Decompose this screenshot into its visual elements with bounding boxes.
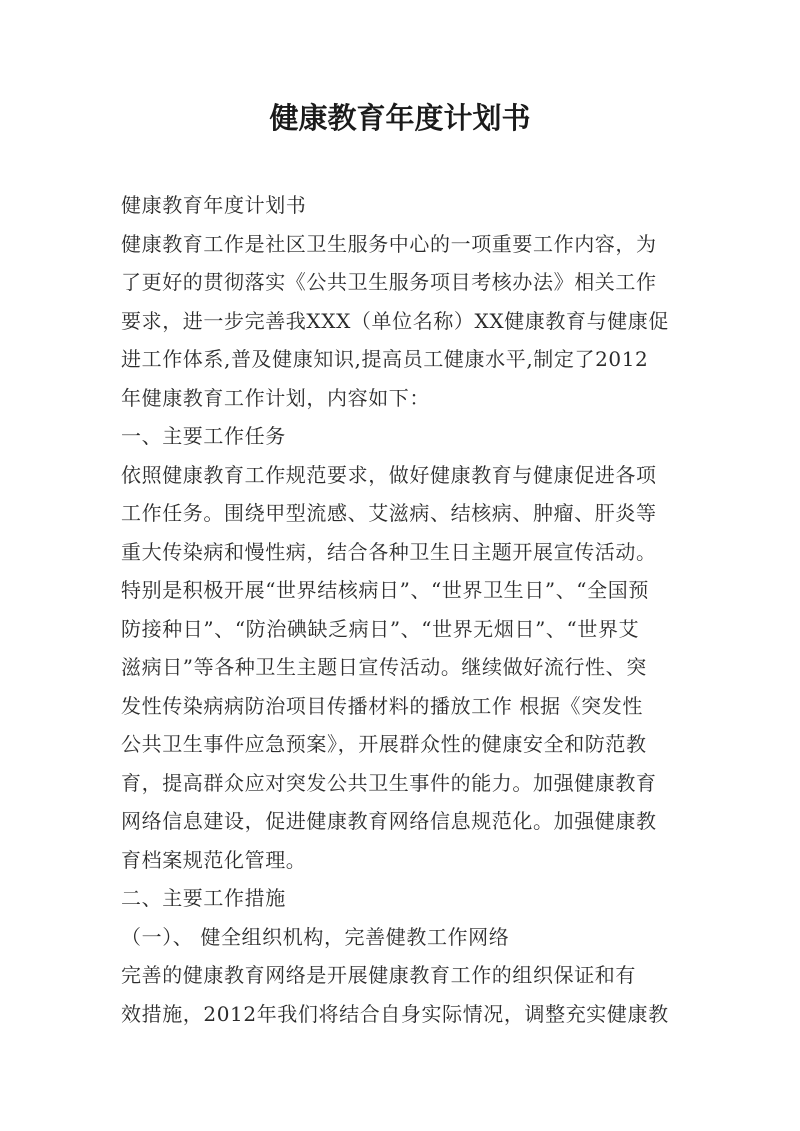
text-line: 了更好的贯彻落实《公共卫生服务项目考核办法》相关工作	[121, 270, 657, 294]
text-line: 特别是积极开展“世界结核病日”、“世界卫生日”、“全国预	[121, 578, 649, 602]
text-line: 完善的健康教育网络是开展健康教育工作的组织保证和有	[121, 963, 636, 987]
section-heading: 一、主要工作任务	[121, 424, 286, 448]
page-title: 健康教育年度计划书	[269, 101, 531, 135]
text-line: 育档案规范化管理。	[121, 847, 307, 872]
text-line: 滋病日”等各种卫生主题日宣传活动。继续做好流行性、突	[121, 655, 647, 679]
text-line: 健康教育年度计划书	[121, 193, 307, 217]
subsection-heading: （一）、 健全组织机构，完善健教工作网络	[121, 924, 510, 949]
text-line: 育，提高群众应对突发公共卫生事件的能力。加强健康教育	[121, 770, 657, 795]
text-line: 健康教育工作是社区卫生服务中心的一项重要工作内容，为	[121, 231, 657, 256]
text-line: 重大传染病和慢性病，结合各种卫生日主题开展宣传活动。	[121, 539, 657, 564]
text-line: 公共卫生事件应急预案》，开展群众性的健康安全和防范教	[121, 732, 647, 756]
text-line: 年健康教育工作计划，内容如下：	[121, 385, 430, 410]
text-line: 效措施，2012年我们将结合自身实际情况，调整充实健康教	[121, 1001, 669, 1026]
text-line: 工作任务。围绕甲型流感、艾滋病、结核病、肿瘤、肝炎等	[121, 501, 657, 525]
text-line: 网络信息建设，促进健康教育网络信息规范化。加强健康教	[121, 809, 657, 833]
document-body	[121, 186, 681, 1033]
text-line: 发性传染病病防治项目传播材料的播放工作 根据《突发性	[121, 693, 643, 718]
text-line: 依照健康教育工作规范要求，做好健康教育与健康促进各项	[121, 462, 657, 487]
text-line: 防接种日”、“防治碘缺乏病日”、“世界无烟日”、“世界艾	[121, 616, 640, 641]
text-line: 要求，进一步完善我XXX（单位名称）XX健康教育与健康促	[121, 308, 669, 333]
section-heading: 二、主要工作措施	[121, 886, 286, 910]
text-line: 进工作体系,普及健康知识,提高员工健康水平,制定了2012	[121, 347, 649, 371]
